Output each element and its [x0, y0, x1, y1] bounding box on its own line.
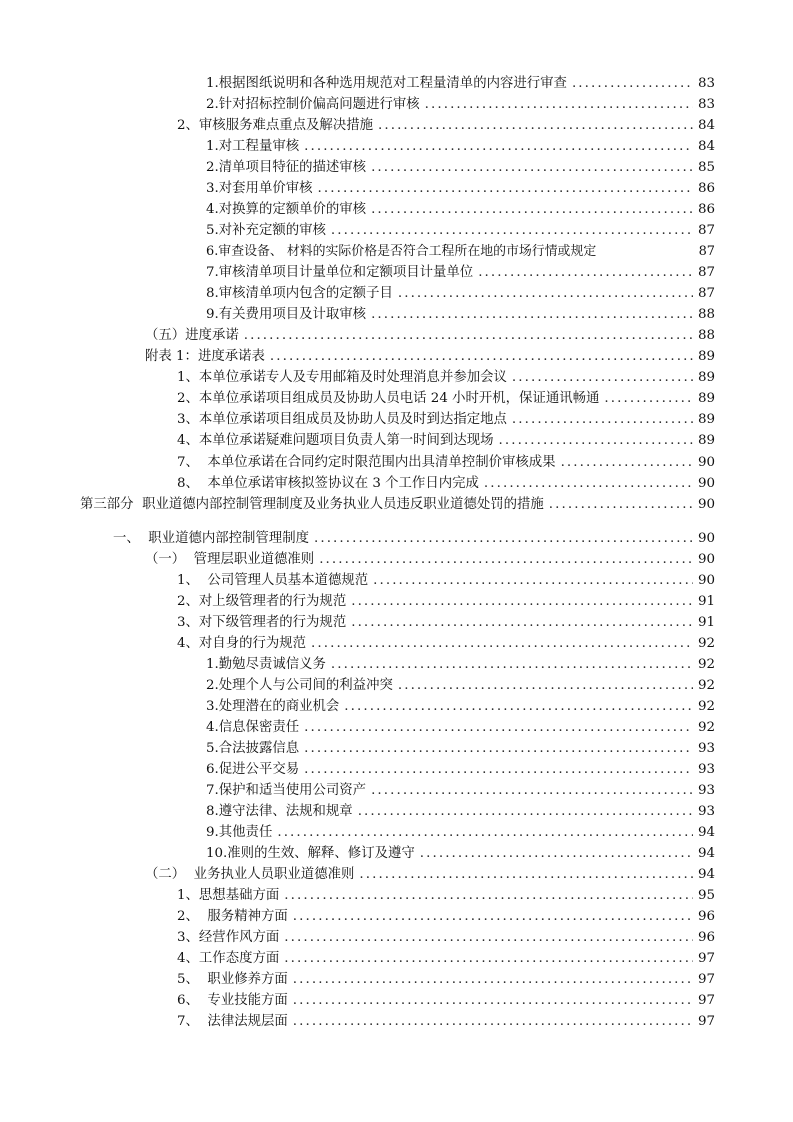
toc-entry-page: 86: [697, 181, 715, 196]
toc-entry-label: 9.其他责任: [206, 825, 273, 840]
toc-entry-page: 97: [697, 993, 715, 1008]
toc-entry[interactable]: [206, 198, 715, 218]
toc-entry-label: 7、 法律法规层面: [177, 1014, 288, 1029]
toc-entry[interactable]: [206, 135, 715, 155]
dot-leader: [378, 118, 693, 134]
toc-entry[interactable]: [177, 472, 715, 492]
toc-entry-label: 1.根据图纸说明和各种选用规范对工程量清单的内容进行审查: [206, 76, 567, 91]
toc-entry-page: 90: [697, 497, 715, 512]
toc-entry-page: 84: [697, 139, 715, 154]
toc-entry-label: 1、本单位承诺专人及专用邮箱及时处理消息并参加会议: [177, 370, 507, 385]
toc-entry-page: 93: [697, 762, 715, 777]
toc-entry-label: 2.处理个人与公司间的利益冲突: [206, 678, 393, 693]
dot-leader: [277, 825, 693, 841]
dot-leader: [512, 370, 693, 386]
dot-leader: [359, 867, 693, 883]
toc-entry-label: 附表 1：进度承诺表: [145, 349, 265, 364]
toc-entry-label: 4.对换算的定额单价的审核: [206, 202, 367, 217]
toc-entry-label: 4.信息保密责任: [206, 720, 300, 735]
toc-entry-page: 88: [697, 307, 715, 322]
dot-leader: [331, 223, 693, 239]
toc-entry[interactable]: [177, 114, 715, 134]
toc-entry-page: 92: [697, 657, 715, 672]
toc-entry-label: 8.遵守法律、法规和规章: [206, 804, 353, 819]
toc-entry-label: 1、思想基础方面: [177, 888, 280, 903]
dot-leader: [499, 433, 693, 449]
toc-entry-page: 93: [697, 783, 715, 798]
dot-leader: [478, 265, 693, 281]
toc-entry[interactable]: [206, 93, 715, 113]
dot-leader: [293, 993, 693, 1009]
toc-entry[interactable]: [177, 905, 715, 925]
dot-leader: [293, 972, 693, 988]
dot-leader: [371, 783, 693, 799]
toc-entry-page: 83: [697, 76, 715, 91]
toc-entry-label: 4、工作态度方面: [177, 951, 280, 966]
dot-leader: [244, 328, 693, 344]
toc-entry[interactable]: [206, 716, 715, 736]
dot-leader: [398, 678, 693, 694]
toc-entry-page: 87: [697, 286, 715, 301]
toc-entry[interactable]: [206, 653, 715, 673]
toc-entry[interactable]: [177, 968, 715, 988]
toc-entry-label: 5.合法披露信息: [206, 741, 300, 756]
toc-entry-page: 85: [697, 160, 715, 175]
toc-entry[interactable]: [206, 240, 715, 260]
toc-entry-page: 90: [697, 573, 715, 588]
toc-entry[interactable]: [145, 324, 715, 344]
toc-entry[interactable]: [177, 408, 715, 428]
toc-entry[interactable]: [206, 758, 715, 778]
toc-entry-page: 89: [697, 433, 715, 448]
toc-entry[interactable]: [113, 527, 715, 547]
toc-entry[interactable]: [206, 779, 715, 799]
toc-entry-page: 92: [697, 699, 715, 714]
dot-leader: [371, 160, 693, 176]
dot-leader: [284, 930, 693, 946]
toc-entry[interactable]: [206, 695, 715, 715]
toc-entry-page: 83: [697, 97, 715, 112]
dot-leader: [293, 909, 693, 925]
dot-leader: [371, 307, 693, 323]
dot-leader: [284, 951, 693, 967]
toc-entry-label: 4、对自身的行为规范: [177, 636, 307, 651]
toc-entry-page: 87: [698, 244, 715, 259]
toc-entry-label: 3.处理潜在的商业机会: [206, 699, 340, 714]
toc-entry-page: 91: [697, 615, 715, 630]
toc-entry-page: 97: [697, 972, 715, 987]
toc-entry-label: 3、本单位承诺项目组成员及协助人员及时到达指定地点: [177, 412, 507, 427]
toc-entry[interactable]: [145, 548, 715, 568]
toc-entry-label: 7.审核清单项目计量单位和定额项目计量单位: [206, 265, 474, 280]
toc-entry[interactable]: [177, 632, 715, 652]
toc-entry-page: 93: [697, 804, 715, 819]
toc-entry[interactable]: [206, 674, 715, 694]
toc-entry-label: 6.审查设备、 材料的实际价格是否符合工程所在地的市场行情或规定: [206, 244, 597, 259]
toc-entry-label: （五）进度承诺: [145, 328, 239, 343]
toc-entry-label: 1、 公司管理人员基本道德规范: [177, 573, 369, 588]
dot-leader: [318, 181, 693, 197]
toc-entry-page: 96: [697, 909, 715, 924]
toc-entry-page: 91: [697, 594, 715, 609]
toc-entry-page: 90: [697, 476, 715, 491]
toc-entry-label: 2、本单位承诺项目组成员及协助人员电话 24 小时开机，保证通讯畅通: [177, 391, 600, 406]
dot-leader: [512, 412, 693, 428]
dot-leader: [549, 497, 693, 513]
toc-entry-page: 93: [697, 741, 715, 756]
toc-entry-label: 3.对套用单价审核: [206, 181, 313, 196]
toc-entry[interactable]: [206, 842, 715, 862]
toc-entry-label: 9.有关费用项目及计取审核: [206, 307, 367, 322]
toc-entry[interactable]: [206, 737, 715, 757]
toc-entry-page: 95: [697, 888, 715, 903]
dot-leader: [331, 657, 693, 673]
toc-entry[interactable]: [145, 863, 715, 883]
toc-entry-page: 88: [697, 328, 715, 343]
toc-entry-label: 2.针对招标控制价偏高问题进行审核: [206, 97, 420, 112]
toc-entry-label: 7.保护和适当使用公司资产: [206, 783, 367, 798]
dot-leader: [358, 804, 693, 820]
toc-entry-label: 7、 本单位承诺在合同约定时限范围内出具清单控制价审核成果: [177, 455, 556, 470]
toc-entry[interactable]: [177, 947, 715, 967]
toc-entry-label: 3、对下级管理者的行为规范: [177, 615, 347, 630]
dot-leader: [284, 888, 693, 904]
toc-entry-label: 6.促进公平交易: [206, 762, 300, 777]
toc-entry-page: 89: [697, 412, 715, 427]
toc-entry[interactable]: [80, 493, 715, 513]
dot-leader: [371, 202, 693, 218]
dot-leader: [311, 636, 693, 652]
toc-entry-page: 90: [697, 455, 715, 470]
dot-leader: [425, 97, 693, 113]
toc-entry-page: 90: [697, 531, 715, 546]
toc-entry-label: 5、 职业修养方面: [177, 972, 288, 987]
toc-entry-page: 94: [697, 846, 715, 861]
dot-leader: [420, 846, 693, 862]
toc-entry-label: 2、对上级管理者的行为规范: [177, 594, 347, 609]
toc-entry-page: 89: [697, 391, 715, 406]
toc-entry[interactable]: [177, 1010, 715, 1030]
toc-entry-page: 90: [697, 552, 715, 567]
toc-entry-page: 94: [697, 867, 715, 882]
dot-leader: [344, 699, 693, 715]
toc-entry[interactable]: [206, 261, 715, 281]
dot-leader: [293, 1014, 693, 1030]
toc-entry-page: 94: [697, 825, 715, 840]
toc-entry-label: 2、 服务精神方面: [177, 909, 288, 924]
toc-entry[interactable]: [145, 345, 715, 365]
dot-leader: [270, 349, 693, 365]
toc-entry-page: 92: [697, 720, 715, 735]
toc-entry[interactable]: [206, 156, 715, 176]
toc-entry-page: 87: [697, 223, 715, 238]
toc-entry[interactable]: [177, 366, 715, 386]
toc-entry[interactable]: [177, 884, 715, 904]
toc-entry-page: 89: [697, 349, 715, 364]
toc-entry-label: （一） 管理层职业道德准则: [145, 552, 315, 567]
toc-entry-page: 86: [697, 202, 715, 217]
toc-entry[interactable]: [177, 387, 715, 407]
toc-entry-page: 92: [697, 636, 715, 651]
toc-entry[interactable]: [206, 219, 715, 239]
toc-entry[interactable]: [206, 72, 715, 92]
toc-entry-page: 97: [697, 1014, 715, 1029]
dot-leader: [351, 594, 693, 610]
toc-entry[interactable]: [177, 451, 715, 471]
toc-entry-page: 92: [697, 678, 715, 693]
toc-entry-page: 96: [697, 930, 715, 945]
toc-entry[interactable]: [177, 926, 715, 946]
toc-entry[interactable]: [206, 282, 715, 302]
toc-entry-label: 8.审核清单项内包含的定额子目: [206, 286, 393, 301]
dot-leader: [304, 139, 693, 155]
toc-entry[interactable]: [177, 611, 715, 631]
dot-leader: [314, 531, 693, 547]
toc-entry-label: 5.对补充定额的审核: [206, 223, 326, 238]
toc-entry-label: 3、经营作风方面: [177, 930, 280, 945]
dot-leader: [351, 615, 693, 631]
toc-entry-page: 84: [697, 118, 715, 133]
toc-entry-label: 6、 专业技能方面: [177, 993, 288, 1008]
toc-entry-label: （二） 业务执业人员职业道德准则: [145, 867, 355, 882]
toc-entry[interactable]: [177, 590, 715, 610]
toc-entry-label: 第三部分 职业道德内部控制管理制度及业务执业人员违反职业道德处罚的措施: [80, 497, 544, 512]
toc-entry[interactable]: [206, 303, 715, 323]
toc-entry-label: 4、本单位承诺疑难问题项目负责人第一时间到达现场: [177, 433, 494, 448]
toc-entry-label: 1.勤勉尽责诚信义务: [206, 657, 326, 672]
toc-entry-page: 87: [697, 265, 715, 280]
dot-leader: [373, 573, 693, 589]
dot-leader: [304, 741, 693, 757]
dot-leader: [304, 762, 693, 778]
dot-leader: [484, 476, 693, 492]
dot-leader: [572, 76, 693, 92]
toc-entry-label: 2、审核服务难点重点及解决措施: [177, 118, 373, 133]
toc-entry-page: 97: [697, 951, 715, 966]
toc-entry-label: 1.对工程量审核: [206, 139, 300, 154]
toc-entry[interactable]: [206, 800, 715, 820]
dot-leader: [561, 455, 693, 471]
dot-leader: [319, 552, 693, 568]
toc-entry-label: 一、 职业道德内部控制管理制度: [113, 531, 309, 546]
toc-entry[interactable]: [177, 429, 715, 449]
toc-entry[interactable]: [177, 569, 715, 589]
toc-entry-label: 10.准则的生效、解释、修订及遵守: [206, 846, 415, 861]
toc-entry-label: 8、 本单位承诺审核拟签协议在 3 个工作日内完成: [177, 476, 479, 491]
toc-entry-page: 89: [697, 370, 715, 385]
toc-entry-label: 2.清单项目特征的描述审核: [206, 160, 367, 175]
dot-leader: [304, 720, 693, 736]
toc-entry[interactable]: [206, 177, 715, 197]
dot-leader: [398, 286, 693, 302]
dot-leader: [604, 391, 693, 407]
toc-entry[interactable]: [206, 821, 715, 841]
toc-entry[interactable]: [177, 989, 715, 1009]
